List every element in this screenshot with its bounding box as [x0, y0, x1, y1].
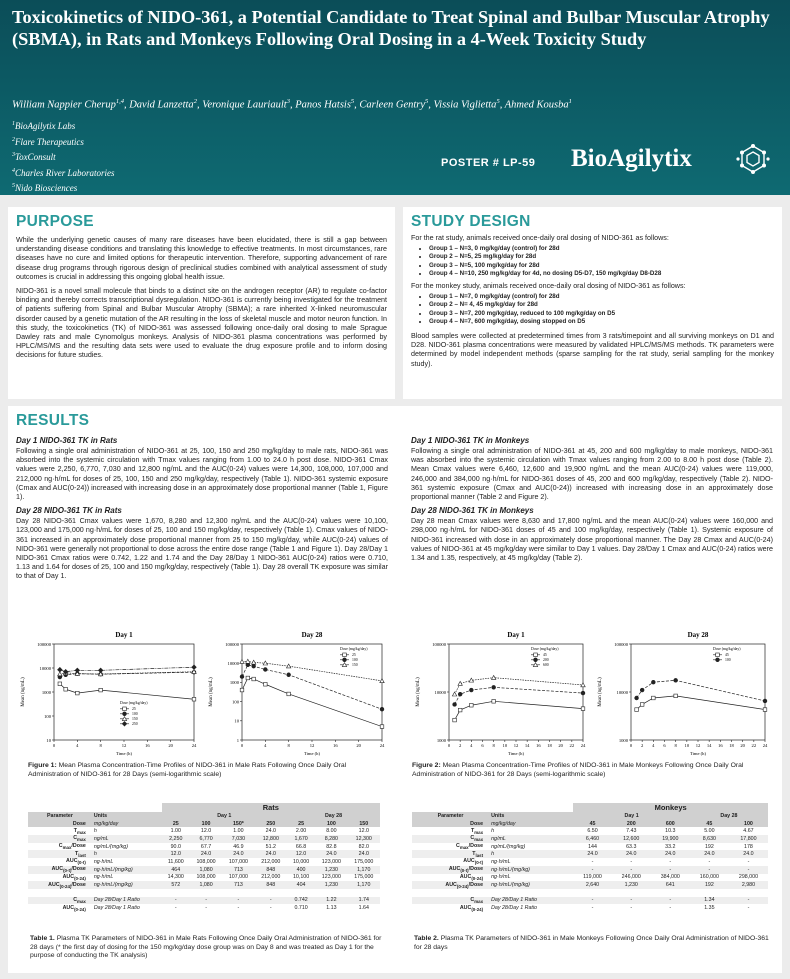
affiliation-item: $^3$ToxConsult [12, 152, 56, 162]
y-axis-label: Mean (ng/mL) [209, 677, 214, 707]
monkey-day1-text: Following a single oral administration of NIDO-361 at 45, 200 and 600 mg/kg/day to male monkeys, NIDO-361 was absorbed into the systemic circulation with Tmax values ranging from 2.00 to 8.00 h post dose (Table 2). Mean Cmax values were 6,460, 12,600 and 19,900 ng/mL and the mean AUC(0-24) values were 119,000, 246,000 and 384,000 ng·h/mL for NIDO-361 doses of 45, 200 and 600 mg/kg/day, respectively (Table 2). NIDO-361 systemic exposure (Cmax and AUC(0-24)) increased with increasing dose in an approximately dose proportional manner (Table 2 and Figure 2). [411, 447, 773, 502]
poster-header [0, 0, 790, 195]
y-tick-label: 1000 [229, 680, 239, 686]
data-point [716, 653, 720, 657]
monkey-day28-text: Day 28 mean Cmax values were 8,630 and 17,800 ng/mL and the mean AUC(0-24) values were 160,000 and 298,000 ng·h/mL for NIDO-361 doses of 45 and 100 mg/kg/day, respectively (Table 1). Systemic exposure of NIDO-361 increased with dose in an approximately dose proportional manner. The Day 28 Cmax and AUC(0-24) values of NIDO-361 at 45 mg/kg/day were similar to Day 1 values. Day 28/Day 1 Cmax and AUC(0-24) ratios were 1.34 and 1.35, respectively, at 45 mg/kg/day (Table 2). [411, 517, 773, 563]
rat-group-item: • Group 3 – N=5, 100 mg/kg/day for 28d [429, 262, 774, 270]
y-tick-label: 100000 [37, 641, 51, 647]
x-tick-label: 18 [547, 743, 552, 748]
data-point [122, 722, 127, 727]
purpose-paragraph-1: While the underlying genetic causes of many rare diseases have been elucidated, there is still a gap between understanding disease conditions and translating this knowledge to effective treatments. In most circumstances, rare diseases have no cure and limited options for therapeutic intervention. Therefore, supporting advancement of rare disease drug programs through rigorous design of preclinical studies combined with analytical assessment of study outcomes is crucial in addressing this ongoing global health issue. [16, 236, 387, 281]
table-row: $AUC_{(0-24)}$ ng·h/mL 119,000 246,000 384,000 160,000 298,000 [459, 873, 759, 881]
table-row: $C_{max}$/Dose ng/mL/(mg/kg) 90.0 67.7 46.9 51.2 66.8 82.8 82.0 [58, 843, 369, 851]
data-point [581, 691, 585, 695]
table-row: $AUC_{(0-t)}$/Dose ng·h/mL/(mg/kg) 464 1,080 713 848 400 1,230 1,170 [28, 866, 380, 874]
x-tick-label: 14 [706, 743, 712, 748]
table-row: $AUC_{(0-t)}$ ng·h/mL 11,600 108,000 107,000 212,000 10,000 123,000 175,000 [66, 858, 374, 866]
legend-label: 200 [543, 658, 549, 662]
legend-label: 100 [725, 658, 731, 662]
author-affiliation-mark: 5 [496, 98, 500, 105]
figure1-label: Figure 1: [28, 762, 57, 769]
data-point [98, 668, 103, 673]
legend-title: Dose (mg/kg/day) [531, 647, 559, 651]
data-point [470, 703, 474, 707]
data-point [58, 682, 62, 686]
data-point [240, 688, 244, 692]
y-tick-label: 10000 [434, 689, 446, 695]
table-day-header: Day 28 [720, 812, 738, 819]
plot-frame [631, 644, 765, 740]
x-tick-label: 6 [663, 743, 666, 748]
table-col-parameter: Parameter [437, 812, 464, 819]
x-axis-label: Time (h) [115, 751, 133, 756]
data-point [674, 694, 678, 698]
data-point [492, 685, 496, 689]
table-row: $T_{max}$ h 6.50 7.43 10.3 5.00 4.67 [471, 827, 754, 835]
table-group-header: Monkeys [573, 803, 768, 812]
x-tick-label: 24 [580, 743, 586, 748]
rat-tk-table [28, 803, 380, 912]
data-point [192, 697, 196, 701]
x-tick-label: 2 [459, 743, 462, 748]
data-point [75, 668, 80, 673]
data-point [246, 676, 250, 680]
table1-label: Table 1. [30, 935, 55, 942]
x-tick-label: 20 [558, 743, 563, 748]
x-tick-label: 10 [684, 743, 690, 748]
table-row: $T_{max}$ h 1.00 12.0 1.00 24.0 2.00 8.00 12.0 [73, 827, 369, 835]
table-col-units: Units [491, 812, 505, 819]
x-tick-label: 18 [729, 743, 734, 748]
poster-number: POSTER # LP-59 [441, 157, 536, 169]
x-tick-label: 8 [287, 743, 290, 748]
author-list: William Nappier Cherup$^{1,4}$, David Lanzetta$^2$, Veronique Lauriault$^3$, Panos Hatsis$^5$, Carleen Gentry$^5$, Vissia Viglietta$^5$, Ahmed Kousba$^1$ [12, 98, 572, 111]
x-tick-label: 6 [481, 743, 484, 748]
chart-title: Day 1 [115, 631, 133, 639]
table-row: $C_{max}$/Dose ng/mL/(mg/kg) 144 63.3 33.2 192 178 [455, 843, 753, 851]
y-tick-label: 1000 [41, 689, 51, 695]
rat-group-item: • Group 4 – N=10, 250 mg/kg/day for 4d, no dosing D5-D7, 150 mg/kg/day D8-D28 [429, 270, 774, 278]
table-ratio-row: $AUC_{(0-24)}$ Day 28/Day 1 Ratio - - - 1.35 - [459, 904, 750, 912]
series-line [242, 665, 382, 709]
data-point [58, 667, 63, 672]
monkey-study-intro: For the monkey study, animals received once-daily oral dosing of NIDO-361 as follows: [411, 282, 686, 291]
rat-day1-chart [14, 628, 202, 758]
data-point [453, 703, 457, 707]
data-point [458, 708, 462, 712]
data-point [534, 658, 538, 662]
table-row: $AUC_{(0-24)}$/Dose ng·h/mL/(mg/kg) 572 1,080 713 848 404 1,230 1,170 [28, 881, 380, 889]
author-name: William Nappier Cherup [12, 99, 116, 111]
table-row: $AUC_{(0-24)}$/Dose ng·h/mL/(mg/kg) 2,640 1,230 641 192 2,980 [412, 881, 768, 889]
purpose-paragraph-2: NIDO-361 is a novel small molecule that binds to a distinct site on the androgen receptor (AR) to regulate co-factor binding and thereby corrects transcriptional dysregulation. NIDO-361 is currently being investigated for the treatment of patients suffering from Spinal and Bulbar Muscular Atrophy (SBMA); a rare inherited X-linked neuromuscular disorder caused by a genetic mutation of the AR resulting in the loss of skeletal muscle and motor neuron function. In this study, the toxicokinetics (TK) of NIDO-361 was assessed following once-daily oral dosing to male Sprague Dawley rats and male Cynomolgus monkeys. Analysis of NIDO-361 plasma concentrations was performed by HPLC/MS/MS and the resulting data sets were used to evaluate the drug exposure profile and to inform dosing decisions for future studies. [16, 287, 387, 360]
monkey-group-item: • Group 2 – N= 4, 45 mg/kg/day for 28d [429, 301, 774, 309]
figure2-label: Figure 2: [412, 762, 441, 769]
monkey-day1-heading: Day 1 NIDO-361 TK in Monkeys [411, 436, 530, 445]
legend-label: 100 [132, 712, 138, 716]
x-tick-label: 10 [502, 743, 508, 748]
data-point [263, 668, 267, 672]
data-point [343, 653, 347, 657]
study-closing-text: Blood samples were collected at predetermined times from 3 rats/timepoint and all surviving monkeys on D1 and D28. NIDO-361 plasma concentrations were measured by validated HPLC/MS/MS methods. TK parameters were determined by model independent methods (sparse sampling for the rat study, serial sampling for the monkey study). [411, 332, 774, 368]
data-point [763, 699, 767, 703]
x-tick-label: 0 [240, 743, 244, 748]
rat-day1-heading: Day 1 NIDO-361 TK in Rats [16, 436, 118, 445]
data-point [640, 703, 644, 707]
rat-study-intro: For the rat study, animals received once-daily oral dosing of NIDO-361 as follows: [411, 234, 669, 242]
x-tick-label: 4 [264, 743, 267, 748]
x-tick-label: 12 [695, 743, 701, 748]
series-line [60, 667, 194, 672]
rat-group-item: • Group 1 – N=3, 0 mg/kg/day (control) for 28d [429, 245, 774, 253]
series-line [455, 701, 583, 720]
x-axis-label: Time (h) [507, 751, 525, 756]
poster-title: Toxicokinetics of NIDO-361, a Potential Candidate to Treat Spinal and Bulbar Muscular Atrophy (SBMA), in Rats and Monkeys Following Oral Dosing in a 4-Week Toxicity Study [12, 7, 770, 49]
data-point [452, 692, 456, 696]
data-point [123, 707, 127, 711]
x-axis-label: Time (h) [303, 751, 321, 756]
rat-day28-heading: Day 28 NIDO-361 TK in Rats [16, 506, 122, 516]
y-tick-label: 100 [232, 699, 239, 705]
legend-title: Dose (mg/kg/day) [340, 647, 368, 651]
x-tick-label: 0 [629, 743, 633, 748]
data-point [64, 687, 68, 691]
table-group-header: Rats [162, 803, 380, 812]
table-ratio-row: $C_{max}$ Day 28/Day 1 Ratio - - - - 0.742 1.22 1.74 [28, 897, 380, 905]
author-name: Ahmed Kousba [504, 99, 569, 111]
x-tick-label: 12 [513, 743, 519, 748]
y-tick-label: 1000 [436, 737, 446, 743]
affiliation-item: $^4$Charles River Laboratories [12, 167, 115, 178]
x-tick-label: 8 [99, 743, 102, 748]
data-point [287, 673, 291, 677]
author-name: Carleen Gentry [359, 99, 426, 111]
table-row: $AUC_{(0-24)}$ ng·h/mL 14,300 108,000 107,000 212,000 10,100 123,000 175,000 [62, 873, 374, 881]
purpose-title: PURPOSE [16, 213, 94, 230]
data-point [716, 658, 720, 662]
affiliation-item: $^1$BioAgilytix Labs [12, 121, 76, 131]
rat-day28-chart [202, 628, 390, 758]
series-line [242, 678, 382, 727]
legend-label: 45 [725, 653, 729, 657]
author-name: Vissia Viglietta [433, 99, 497, 111]
x-tick-label: 16 [333, 743, 338, 748]
series-line [242, 661, 382, 680]
table2-caption [414, 935, 770, 952]
data-point [192, 665, 197, 670]
data-point [252, 677, 256, 681]
y-tick-label: 10000 [227, 661, 239, 666]
study-design-title: STUDY DESIGN [411, 213, 531, 230]
y-tick-label: 10000 [616, 689, 628, 695]
x-tick-label: 24 [762, 743, 768, 748]
legend-label: 150 [352, 663, 358, 667]
data-point [534, 653, 538, 657]
author-name: Panos Hatsis [295, 99, 351, 111]
data-point [763, 708, 767, 712]
monkey-group-list [429, 293, 774, 326]
y-tick-label: 100000 [614, 641, 628, 647]
data-point [458, 692, 462, 696]
x-axis-label: Time (h) [689, 751, 707, 756]
x-tick-label: 4 [470, 743, 473, 748]
series-line [455, 678, 583, 695]
table-day-header: Day 1 [624, 812, 639, 819]
y-tick-label: 1000 [618, 737, 628, 743]
x-tick-label: 24 [191, 743, 197, 748]
legend-label: 25 [352, 653, 356, 657]
series-line [60, 684, 194, 699]
y-tick-label: 100 [44, 713, 51, 719]
monkey-day1-chart [409, 628, 591, 758]
table-row: $AUC_{(0-t)}$ ng·h/mL - - - - - [463, 858, 750, 866]
x-tick-label: 0 [447, 743, 451, 748]
table2-text: Plasma TK Parameters of NIDO-361 in Male Monkeys Following Once Daily Oral Administration of NIDO-361 for 28 days [414, 935, 769, 951]
author-affiliation-mark: 1 [568, 98, 572, 105]
x-tick-label: 2 [641, 743, 644, 748]
rat-day1-text: Following a single oral administration of NIDO-361 at 25, 100, 150 and 250 mg/kg/day to male rats, NIDO-361 was absorbed into the systemic circulation with Tmax values ranging from 1.00 to 24.0 h post dose. NIDO-361 Cmax values were 2,250, 6,770, 7,030 and 12,800 ng/mL and the AUC(0-24) values were 14,300, 108,000, 107,000 and 212,000 ng·h/mL for doses of 25, 100, 150 and 250 mg/kg/day, respectively (Table 1). NIDO-361 systemic exposure (Cmax and AUC(0-24)) increased with increasing dose in an approximately dose proportional manner (Table 1, Figure 1). [16, 447, 388, 502]
x-tick-label: 24 [379, 743, 385, 748]
data-point [469, 688, 473, 692]
data-point [453, 718, 457, 722]
y-axis-label: Mean (ng/mL) [416, 677, 421, 707]
data-point [380, 725, 384, 729]
data-point [263, 661, 267, 665]
monkey-day28-heading: Day 28 NIDO-361 TK in Monkeys [411, 506, 534, 516]
rat-day28-text: Day 28 NIDO-361 Cmax values were 1,670, 8,280 and 12,300 ng/mL and the AUC(0-24) values were 10,100, 123,000 and 175,000 ng·h/mL for doses of 25, 100 and 150 mg/kg/day, respectively (Table 1). Cmax values of NIDO-361 increased in an approximately dose proportional manner from 25 to 150 mg/kg/day, while AUC(0-24) values of NIDO-361 were generally not proportional to dose across the entire dose range (Table 1 and Figure 1). Day 28/Day 1 NIDO-361 Cmax ratios were 0.742, 1.22 and 1.74 and the Day 28/Day 1 NIDO-361 AUC(0-24) ratios were 0.710, 1.13 and 1.64 for doses of 25, 100 and 150 mg/kg/day, respectively (Table 1). Day 28 overall TK exposure was similar to that of Day 1. [16, 517, 388, 581]
table1-text: Plasma TK Parameters of NIDO-361 in Male Rats Following Once Daily Oral Administration of NIDO-361 for 28 days (* the first day of dosing for the 150 mg/kg/day dose group was on Day 8 and was treated as Day 1 for the purpose of conducting the TK analysis) [30, 935, 382, 960]
x-tick-label: 0 [52, 743, 56, 748]
y-axis-label: Mean (ng/mL) [21, 677, 26, 707]
data-point [581, 707, 585, 711]
monkey-group-item: • Group 1 – N=7, 0 mg/kg/day (control) for 28d [429, 293, 774, 301]
x-tick-label: 12 [121, 743, 127, 748]
data-point [581, 683, 585, 687]
x-tick-label: 4 [76, 743, 79, 748]
legend-label: 250 [132, 722, 138, 726]
data-point [380, 679, 384, 683]
x-tick-label: 16 [536, 743, 541, 748]
monkey-group-item: • Group 3 – N=7, 200 mg/kg/day, reduced to 100 mg/kg/day on D5 [429, 310, 774, 318]
legend-title: Dose (mg/kg/day) [713, 647, 741, 651]
study-design-panel [403, 207, 782, 399]
legend-label: 600 [543, 663, 549, 667]
legend-label: 45 [543, 653, 547, 657]
data-point [240, 659, 244, 663]
series-line [637, 696, 765, 710]
series-line [60, 672, 194, 677]
chart-title: Day 28 [687, 631, 709, 639]
table-row: $C_{max}$ ng/mL 2,250 6,770 7,030 12,800 1,670 8,280 12,300 [28, 835, 380, 843]
author-name: David Lanzetta [129, 99, 194, 111]
legend-label: 150 [132, 717, 138, 721]
author-affiliation-mark: 2 [193, 98, 197, 105]
author-affiliation-mark: 3 [286, 98, 290, 105]
x-tick-label: 20 [740, 743, 745, 748]
plot-frame [242, 644, 382, 740]
x-tick-label: 8 [492, 743, 495, 748]
data-point [651, 680, 655, 684]
data-point [492, 700, 496, 704]
table-col-units: Units [93, 812, 108, 819]
data-point [264, 682, 268, 686]
y-axis-label: Mean (ng/mL) [598, 677, 603, 707]
y-tick-label: 10000 [39, 665, 51, 671]
data-point [343, 658, 347, 662]
x-tick-label: 20 [168, 743, 173, 748]
y-tick-label: 100000 [225, 641, 239, 647]
table-row: Dose mg/kg/day 45 200 600 45 100 [412, 820, 768, 828]
affiliation-item: $^5$Nido Biosciences [12, 183, 78, 193]
rat-group-list [429, 245, 774, 278]
table-ratio-row: $AUC_{(0-24)}$ Day 28/Day 1 Ratio - - - - 0.710 1.13 1.64 [62, 904, 369, 912]
table-row: $T_{last}$ h 12.0 24.0 24.0 24.0 12.0 24.0 24.0 [28, 850, 380, 858]
y-tick-label: 100000 [432, 641, 446, 647]
data-point [99, 688, 103, 692]
data-point [287, 692, 291, 696]
data-point [240, 675, 244, 679]
chart-title: Day 1 [507, 631, 525, 639]
table-col-parameter: Parameter [46, 812, 73, 819]
figure2-caption [412, 762, 772, 779]
affiliation-item: $^2$Flare Therapeutics [12, 136, 84, 147]
x-tick-label: 12 [309, 743, 315, 748]
figure1-caption [28, 762, 388, 779]
monkey-day28-chart [591, 628, 773, 758]
results-title: RESULTS [16, 412, 90, 429]
data-point [246, 659, 250, 663]
author-affiliation-mark: 5 [350, 98, 355, 105]
y-tick-label: 10 [234, 718, 239, 724]
x-tick-label: 14 [524, 743, 530, 748]
table1-caption [30, 935, 382, 961]
figure1-text: Mean Plasma Concentration-Time Profiles of NIDO-361 in Male Rats Following Once Daily Oral Administration of NIDO-361 for 28 Days (semi-logarithmic scale) [28, 762, 347, 778]
results-panel [8, 406, 782, 973]
data-point [635, 696, 639, 700]
rat-group-item: • Group 2 – N=5, 25 mg/kg/day for 28d [429, 253, 774, 261]
x-tick-label: 8 [674, 743, 677, 748]
table-row: $C_{max}$ ng/mL 6,460 12,600 19,900 8,630 17,800 [412, 835, 768, 843]
data-point [76, 691, 80, 695]
data-point [380, 707, 384, 711]
table-ratio-row: $C_{max}$ Day 28/Day 1 Ratio - - - 1.34 - [412, 897, 768, 905]
author-name: Veronique Lauriault [202, 99, 287, 111]
figure2-text: Mean Plasma Concentration-Time Profiles of NIDO-361 in Male Monkeys Following Once Daily Oral Administration of NIDO-361 for 28 Days (semi-logarithmic scale) [412, 762, 744, 778]
monkey-tk-table [412, 803, 768, 912]
y-tick-label: 10 [46, 737, 51, 743]
table-day-header: Day 28 [324, 812, 343, 819]
logo-wordmark: BioAgilytix [571, 145, 692, 172]
data-point [58, 672, 62, 676]
data-point [635, 708, 639, 712]
x-tick-label: 16 [718, 743, 723, 748]
data-point [640, 688, 644, 692]
table-row: $AUC_{(0-t)}$/Dose ng·h/mL/(mg/kg) - - - - - [412, 866, 768, 874]
chart-title: Day 28 [301, 631, 323, 639]
table-day-header: Day 1 [217, 812, 232, 819]
data-point [123, 712, 127, 716]
data-point [674, 678, 678, 682]
table-row: Dose mg/kg/day 25 100 150* 250 25 100 150 [28, 820, 380, 828]
x-tick-label: 20 [356, 743, 361, 748]
x-tick-label: 22 [569, 743, 575, 748]
legend-label: 100 [352, 658, 358, 662]
series-line [455, 687, 583, 704]
logo-icon [735, 143, 771, 177]
author-affiliation-mark: 5 [425, 98, 429, 105]
purpose-panel [8, 207, 395, 399]
monkey-group-item: • Group 4 – N=7, 600 mg/kg/day, dosing stopped on D5 [429, 318, 774, 326]
data-point [252, 664, 256, 668]
table2-label: Table 2. [414, 935, 439, 942]
x-tick-label: 4 [652, 743, 655, 748]
table-row: $T_{last}$ h 24.0 24.0 24.0 24.0 24.0 [412, 850, 768, 858]
affiliation-list [12, 118, 115, 196]
data-point [652, 696, 656, 700]
legend-label: 25 [132, 707, 136, 711]
author-affiliation-mark: 1,4 [115, 98, 124, 105]
y-tick-label: 1 [236, 737, 239, 743]
x-tick-label: 22 [751, 743, 757, 748]
x-tick-label: 16 [145, 743, 150, 748]
legend-title: Dose (mg/kg/day) [120, 701, 148, 705]
